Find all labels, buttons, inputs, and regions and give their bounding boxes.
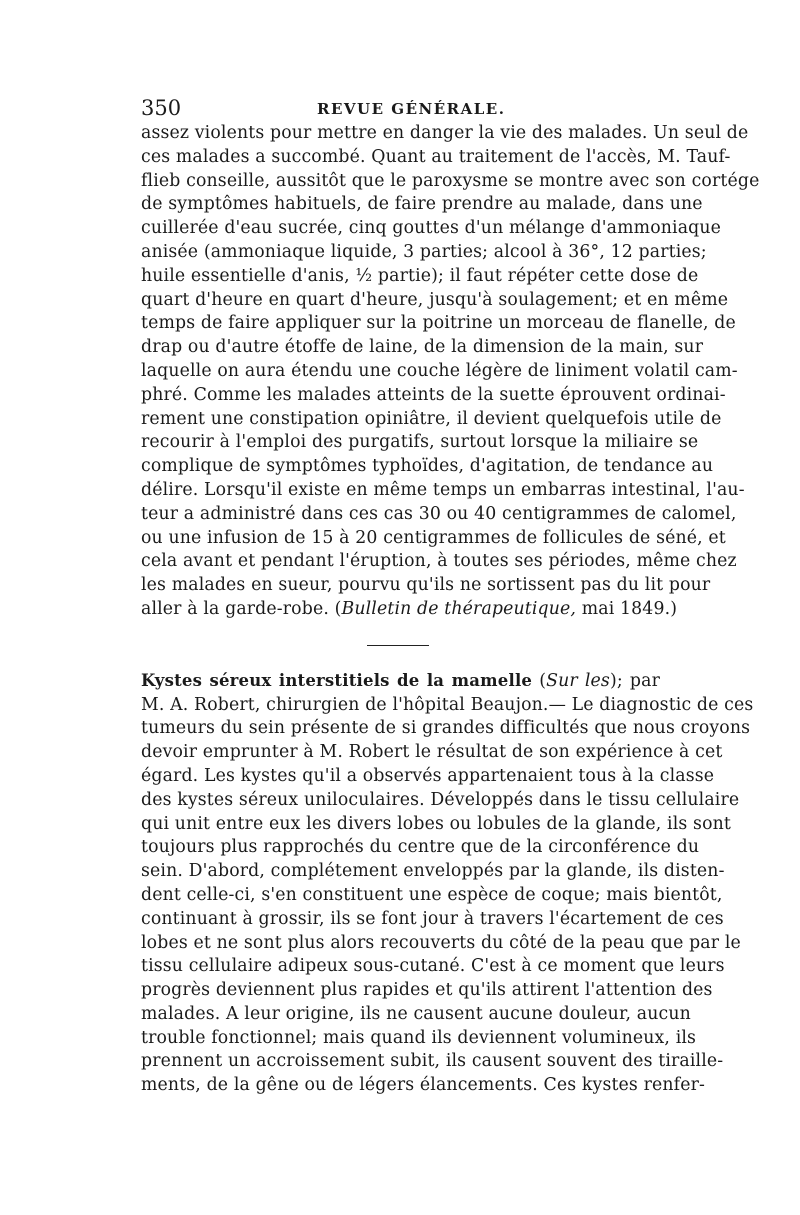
text-line: ments, de la gêne ou de légers élancements. Ces kystes renfer- bbox=[141, 1075, 705, 1096]
text-line: complique de symptômes typhoïdes, d'agitation, de tendance au bbox=[141, 456, 714, 477]
text-fragment: mai 1849.) bbox=[576, 598, 678, 619]
running-head bbox=[141, 96, 660, 122]
text-line: tumeurs du sein présente de si grandes difficultés que nous croyons bbox=[141, 718, 751, 739]
text-line: cela avant et pendant l'éruption, à toutes ses périodes, même chez bbox=[141, 551, 737, 572]
text-line: assez violents pour mettre en danger la vie des malades. Un seul de bbox=[141, 123, 749, 143]
running-title: REVUE GÉNÉRALE. bbox=[317, 100, 506, 118]
text-line: teur a administré dans ces cas 30 ou 40 centigrammes de calomel, bbox=[141, 503, 737, 524]
text-line: M. A. Robert, chirurgien de l'hôpital Beaujon.— Le diagnostic de ces bbox=[141, 694, 754, 715]
text-line: anisée (ammoniaque liquide, 3 parties; alcool à 36°, 12 parties; bbox=[141, 241, 707, 262]
text-line-last bbox=[141, 598, 678, 622]
text-line: sein. D'abord, complétement enveloppés par la glande, ils disten- bbox=[141, 861, 725, 882]
paragraph-suette-treatment bbox=[141, 122, 760, 622]
text-line: délire. Lorsqu'il existe en même temps un embarras intestinal, l'au- bbox=[141, 479, 745, 500]
text-line: tissu cellulaire adipeux sous-cutané. C'est à ce moment que leurs bbox=[141, 956, 725, 977]
text-line: les malades en sueur, pourvu qu'ils ne sortissent pas du lit pour bbox=[141, 575, 711, 596]
text-line: laquelle on aura étendu une couche légère de liniment volatil cam- bbox=[141, 360, 738, 381]
text-line: quart d'heure en quart d'heure, jusqu'à soulagement; et en même bbox=[141, 289, 729, 310]
text-line: trouble fonctionnel; mais quand ils deviennent volumineux, ils bbox=[141, 1027, 697, 1048]
text-line: dent celle-ci, s'en constituent une espèce de coque; mais bientôt, bbox=[141, 884, 723, 905]
text-fragment: ); bbox=[609, 670, 623, 691]
book-page bbox=[141, 96, 760, 1098]
text-line: égard. Les kystes qu'il a observés appartenaient tous à la classe bbox=[141, 765, 715, 786]
text-fragment: aller à la garde-robe. ( bbox=[141, 598, 342, 619]
text-fragment: par bbox=[622, 670, 660, 691]
text-line: prennent un accroissement subit, ils causent souvent des tiraille- bbox=[141, 1051, 724, 1072]
text-line: huile essentielle d'anis, ½ partie); il faut répéter cette dose de bbox=[141, 265, 699, 286]
text-line: phré. Comme les malades atteints de la suette éprouvent ordinai- bbox=[141, 384, 726, 405]
text-line: lobes et ne sont plus alors recouverts du côté de la peau que par le bbox=[141, 932, 741, 953]
article-heading-italic: Sur les bbox=[546, 670, 610, 691]
text-line: recourir à l'emploi des purgatifs, surtout lorsque la miliaire se bbox=[141, 432, 699, 453]
text-line: flieb conseille, aussitôt que le paroxysme se montre avec son cortége bbox=[141, 170, 760, 191]
text-fragment: ( bbox=[532, 670, 547, 691]
article-heading-line bbox=[141, 669, 660, 694]
text-line: ces malades a succombé. Quant au traitement de l'accès, M. Tauf- bbox=[141, 146, 731, 167]
paragraph-kystes-sereux bbox=[141, 669, 754, 1098]
text-line: malades. A leur origine, ils ne causent aucune douleur, aucun bbox=[141, 1003, 691, 1024]
page-number: 350 bbox=[141, 96, 182, 120]
text-line: de symptômes habituels, de faire prendre au malade, dans une bbox=[141, 194, 703, 215]
article-heading: Kystes séreux interstitiels de la mamelle bbox=[141, 670, 533, 690]
text-line: rement une constipation opiniâtre, il devient quelquefois utile de bbox=[141, 408, 722, 429]
text-line: des kystes séreux uniloculaires. Développés dans le tissu cellulaire bbox=[141, 789, 740, 810]
text-line: qui unit entre eux les divers lobes ou lobules de la glande, ils sont bbox=[141, 813, 731, 834]
text-line: temps de faire appliquer sur la poitrine un morceau de flanelle, de bbox=[141, 313, 736, 334]
text-line: progrès deviennent plus rapides et qu'ils attirent l'attention des bbox=[141, 980, 713, 1001]
text-line: devoir emprunter à M. Robert le résultat de son expérience à cet bbox=[141, 742, 723, 763]
text-line: toujours plus rapprochés du centre que de la circonférence du bbox=[141, 837, 700, 858]
text-line: cuillerée d'eau sucrée, cinq gouttes d'un mélange d'ammoniaque bbox=[141, 218, 722, 239]
text-line: drap ou d'autre étoffe de laine, de la dimension de la main, sur bbox=[141, 337, 704, 358]
text-line: continuant à grossir, ils se font jour à travers l'écartement de ces bbox=[141, 908, 724, 929]
section-divider bbox=[367, 645, 429, 646]
citation-journal: Bulletin de thérapeutique, bbox=[341, 598, 577, 619]
text-line: ou une infusion de 15 à 20 centigrammes de follicules de séné, et bbox=[141, 527, 726, 548]
